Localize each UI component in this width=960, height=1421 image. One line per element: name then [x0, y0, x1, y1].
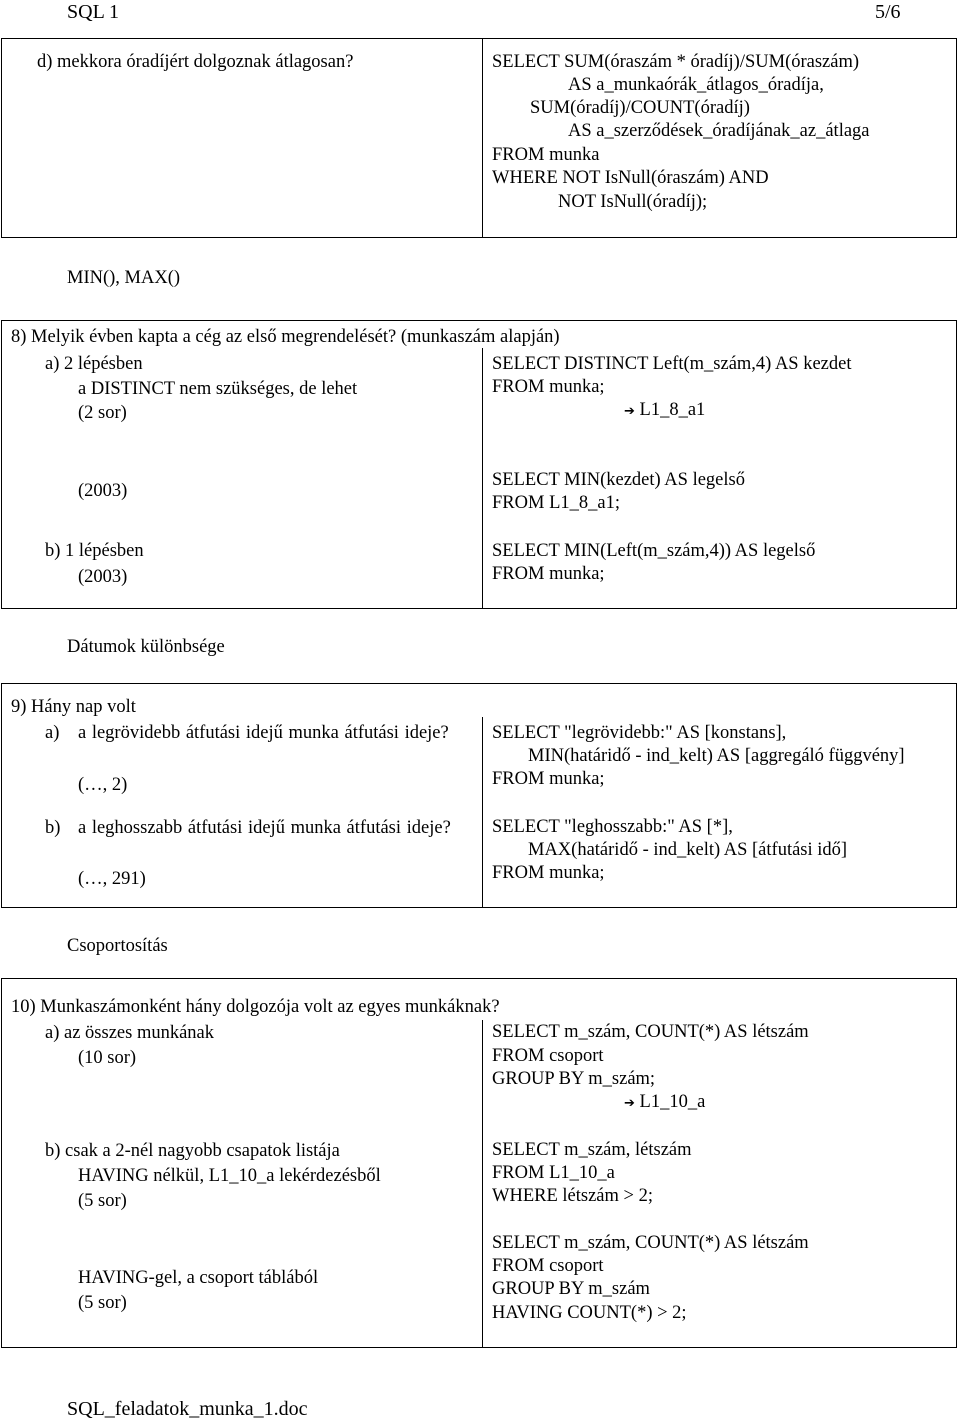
sql-line: FROM munka [492, 145, 600, 165]
sql-line: SELECT SUM(óraszám * óradíj)/SUM(óraszám) [492, 52, 860, 72]
sql-line: AS a_szerződések_óradíjának_az_átlaga [568, 121, 870, 141]
sql-line: SELECT MIN(Left(m_szám,4)) AS legelső [492, 541, 816, 561]
sql-line: SELECT DISTINCT Left(m_szám,4) AS kezdet [492, 354, 852, 374]
task-8a-label: a) 2 lépésben [45, 354, 143, 374]
saved-query [624, 1091, 705, 1115]
section-heading-minmax: MIN(), MAX() [67, 268, 181, 288]
sql-line: MAX(határidő - ind_kelt) AS [átfutási idő] [528, 840, 848, 860]
task-9b-label: b) [45, 818, 61, 838]
sql-line: GROUP BY m_szám; [492, 1069, 656, 1089]
task-10b2-rows: (5 sor) [78, 1293, 127, 1313]
sql-line: WHERE NOT IsNull(óraszám) AND [492, 168, 769, 188]
task-8a-rows: (2 sor) [78, 403, 127, 423]
task-9b-text: a leghosszabb átfutási idejű munka átfutási ideje? [78, 818, 451, 838]
column-divider [482, 1020, 483, 1348]
section-heading-dates: Dátumok különbsége [67, 637, 225, 657]
sql-line: FROM munka; [492, 769, 605, 789]
arrow-right-icon: ➔ [624, 1096, 635, 1111]
sql-line: WHERE létszám > 2; [492, 1186, 653, 1206]
task-10b-note: HAVING nélkül, L1_10_a lekérdezésből [78, 1166, 381, 1186]
saved-query [624, 399, 705, 423]
sql-line: SUM(óradíj)/COUNT(óradíj) [530, 98, 750, 118]
sql-line: FROM munka; [492, 863, 605, 883]
footer-filename: SQL_feladatok_munka_1.doc [67, 1398, 308, 1420]
task-10-title: 10) Munkaszámonként hány dolgozója volt az egyes munkáknak? [11, 997, 500, 1017]
sql-line: FROM L1_10_a [492, 1163, 615, 1183]
task-d-question: d) mekkora óradíjért dolgoznak átlagosan? [37, 52, 354, 72]
task-10b-rows: (5 sor) [78, 1191, 127, 1211]
sql-line: SELECT "leghosszabb:" AS [*], [492, 817, 733, 837]
task-9a-result: (…, 2) [78, 775, 128, 795]
task-9a-label: a) [45, 723, 60, 743]
task-10b-label: b) csak a 2-nél nagyobb csapatok listája [45, 1141, 340, 1161]
sql-line: FROM munka; [492, 564, 605, 584]
sql-line: MIN(határidő - ind_kelt) AS [aggregáló függvény] [528, 746, 905, 766]
task-9a-text: a legrövidebb átfutási idejű munka átfutási ideje? [78, 723, 449, 743]
sql-line: AS a_munkaórák_átlagos_óradíja, [568, 75, 824, 95]
task-9-title: 9) Hány nap volt [11, 697, 136, 717]
task-8a-note: a DISTINCT nem szükséges, de lehet [78, 379, 358, 399]
task-9b-result: (…, 291) [78, 869, 146, 889]
task-8b-result: (2003) [78, 567, 128, 587]
task-8b-label: b) 1 lépésben [45, 541, 144, 561]
column-divider [482, 38, 483, 238]
sql-line: GROUP BY m_szám [492, 1279, 650, 1299]
arrow-right-icon: ➔ [624, 404, 635, 419]
saved-query-name: L1_8_a1 [639, 400, 706, 420]
sql-line: SELECT "legrövidebb:" AS [konstans], [492, 723, 787, 743]
task-10a-label: a) az összes munkának [45, 1023, 215, 1043]
task-10b2-note: HAVING-gel, a csoport táblából [78, 1268, 319, 1288]
sql-line: HAVING COUNT(*) > 2; [492, 1303, 687, 1323]
task-10a-rows: (10 sor) [78, 1048, 137, 1068]
sql-line: FROM munka; [492, 377, 605, 397]
section-heading-grouping: Csoportosítás [67, 936, 168, 956]
page-number: 5/6 [875, 1, 901, 23]
task-8a-result: (2003) [78, 481, 128, 501]
column-divider [482, 717, 483, 908]
header-title: SQL 1 [67, 1, 120, 23]
sql-line: SELECT MIN(kezdet) AS legelső [492, 470, 745, 490]
sql-line: FROM csoport [492, 1046, 604, 1066]
sql-line: SELECT m_szám, létszám [492, 1140, 692, 1160]
sql-line: FROM csoport [492, 1256, 604, 1276]
sql-line: SELECT m_szám, COUNT(*) AS létszám [492, 1233, 809, 1253]
sql-line: SELECT m_szám, COUNT(*) AS létszám [492, 1022, 809, 1042]
sql-line: NOT IsNull(óradíj); [558, 192, 708, 212]
task-8-title: 8) Melyik évben kapta a cég az első megrendelését? (munkaszám alapján) [11, 327, 560, 347]
column-divider [482, 348, 483, 609]
sql-line: FROM L1_8_a1; [492, 493, 620, 513]
saved-query-name: L1_10_a [639, 1092, 706, 1112]
